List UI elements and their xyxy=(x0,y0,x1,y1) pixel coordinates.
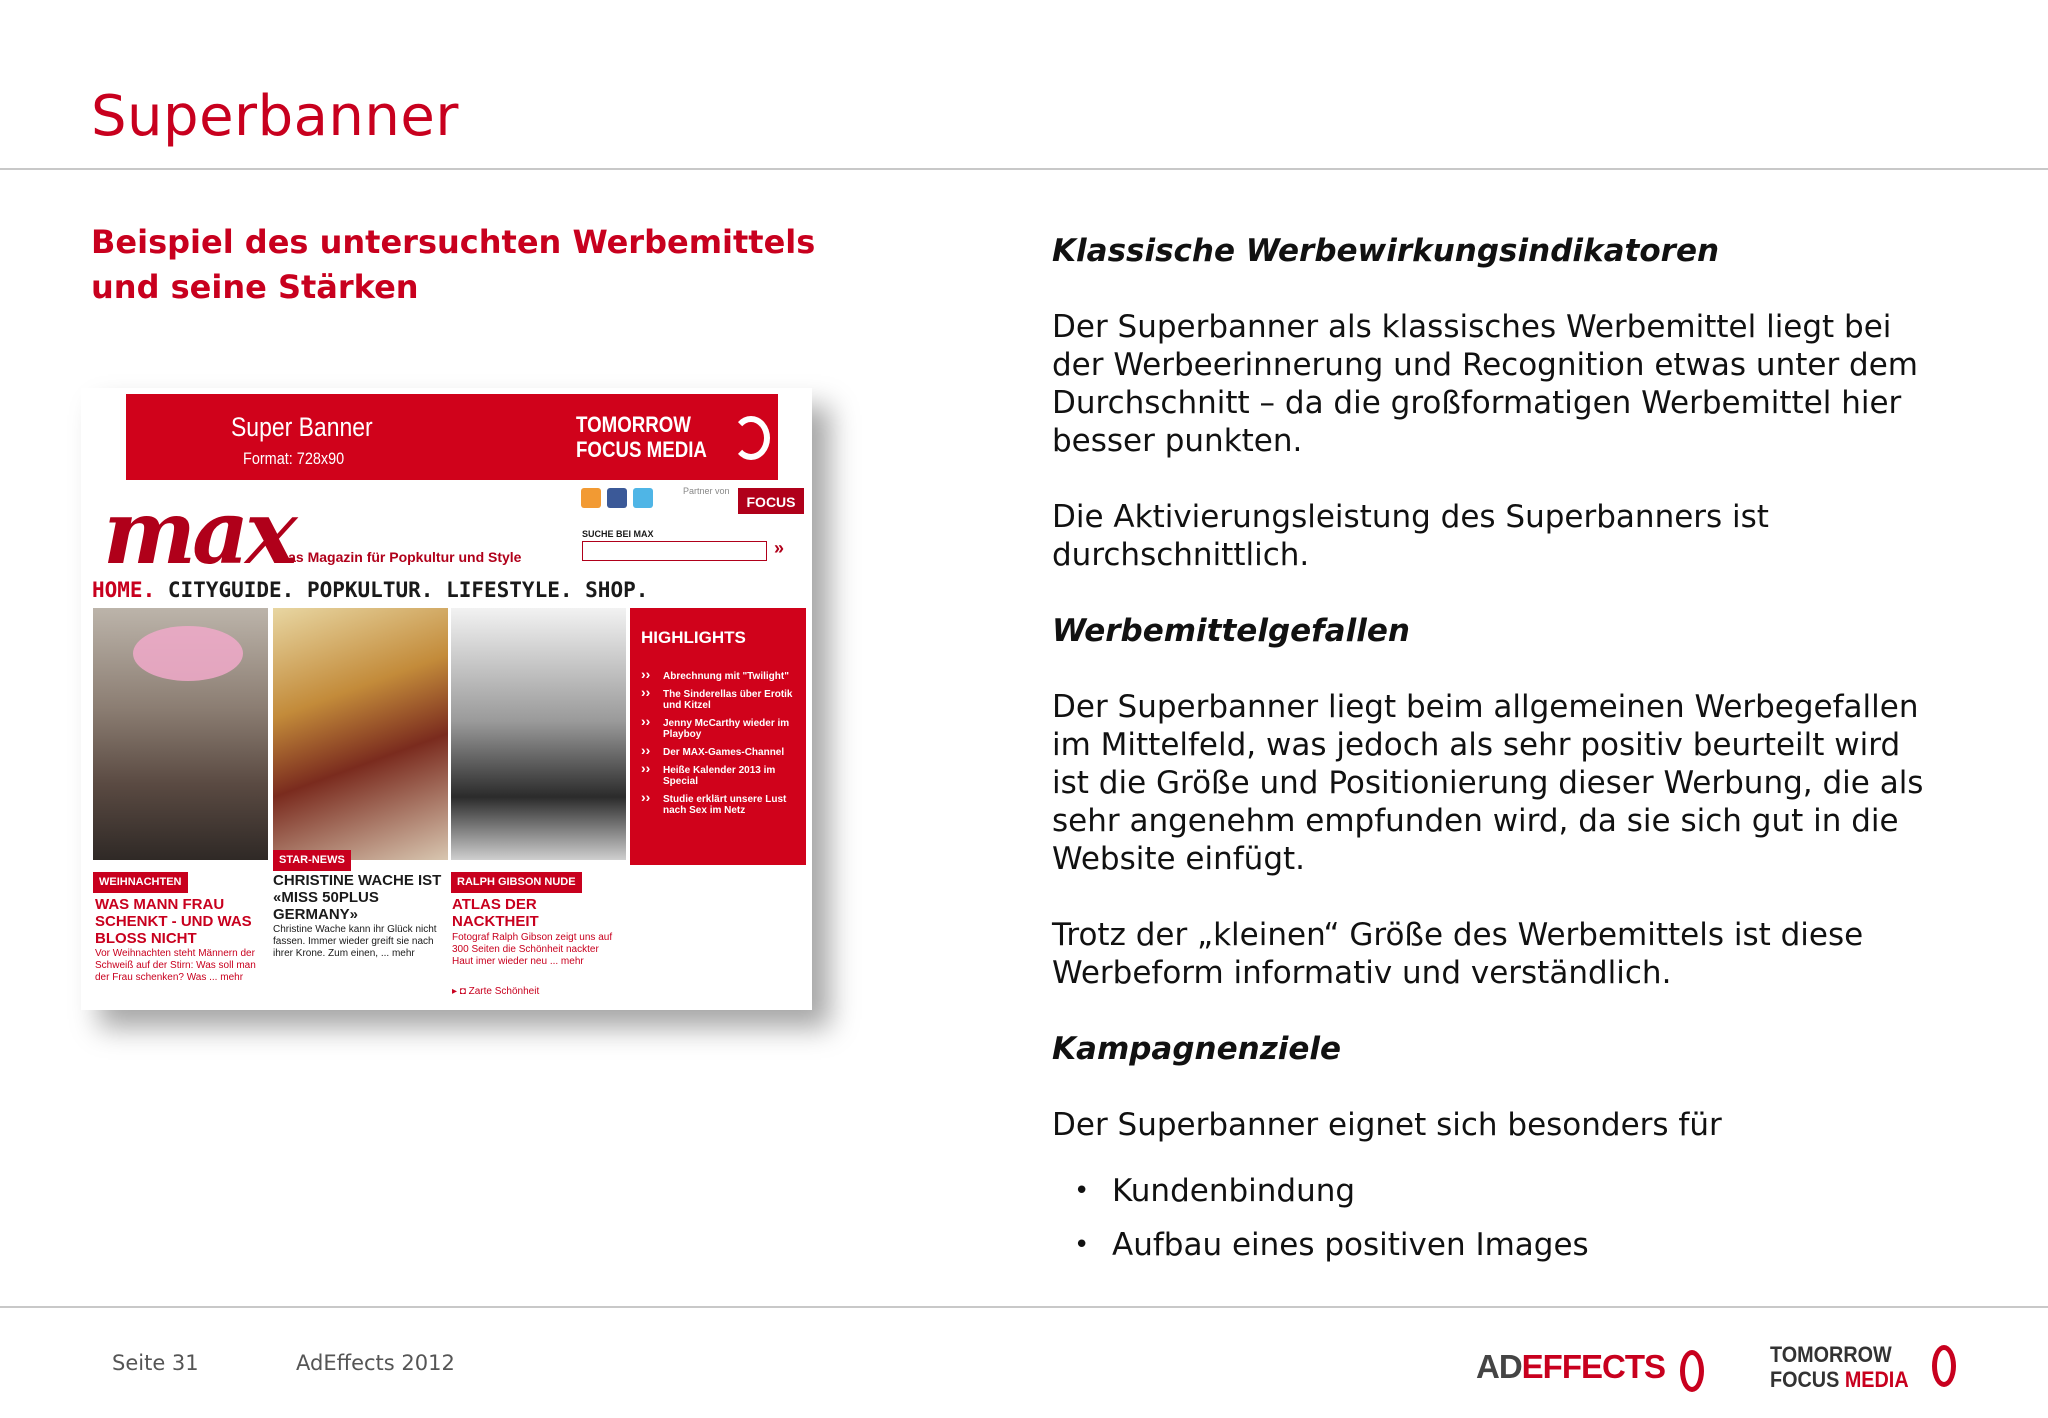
bullet-list xyxy=(1052,1172,1952,1264)
banner-title: Super Banner xyxy=(231,412,373,442)
site-logo: max xyxy=(103,480,294,584)
twitter-icon xyxy=(633,488,653,508)
paragraph-line: Trotz der „kleinen“ Größe des Werbemittels ist diese xyxy=(1052,917,1864,953)
nav-shop: SHOP. xyxy=(585,578,649,602)
banner-format: Format: 728x90 xyxy=(243,449,345,468)
search-label: SUCHE BEI MAX xyxy=(582,529,654,539)
section-heading: Werbemittelgefallen xyxy=(1052,613,1410,649)
paragraph-line: Website einfügt. xyxy=(1052,841,1306,877)
tomorrow-focus-media-logo: TOMORROW FOCUS MEDIA xyxy=(1770,1342,1909,1392)
article-teaser: Vor Weihnachten steht Männern der Schweiß auf der Stirn: Was soll man der Frau schenken? Was ... mehr xyxy=(95,948,256,983)
article-headline: ATLAS DER NACKTHEIT xyxy=(452,896,539,930)
partner-badge: FOCUS xyxy=(738,488,804,514)
rss-icon xyxy=(581,488,601,508)
article-headline: CHRISTINE WACHE IST «MISS 50PLUS GERMANY» xyxy=(273,872,442,923)
article-headline: WAS MANN FRAU SCHENKT - UND WAS BLOSS NICHT xyxy=(95,896,252,947)
search-input xyxy=(582,541,767,561)
article-extra-link: ▸ ◘ Zarte Schönheit xyxy=(452,986,540,997)
paragraph-line: Der Superbanner eignet sich besonders für xyxy=(1052,1107,1722,1143)
adeffects-logo: ADEFFECTS xyxy=(1476,1348,1666,1385)
example-screenshot xyxy=(81,388,812,1010)
highlights-title: HIGHLIGHTS xyxy=(641,628,746,647)
article-photo xyxy=(93,608,268,860)
nav-cityguide: CITYGUIDE. xyxy=(167,578,295,602)
paragraph-line: durchschnittlich. xyxy=(1052,537,1310,573)
highlight-item: ›› Der MAX-Games-Channel xyxy=(641,747,803,758)
highlight-item: ›› Studie erklärt unsere Lust nach Sex im Netz xyxy=(641,794,803,816)
paragraph-line: Durchschnitt – da die großformatigen Werbemittel hier xyxy=(1052,385,1902,421)
site-nav xyxy=(92,578,648,602)
paragraph-line: sehr angenehm empfunden wird, da sie sich gut in die xyxy=(1052,803,1899,839)
highlight-item: ›› The Sinderellas über Erotik und Kitzel xyxy=(641,689,803,711)
left-subheading: Beispiel des untersuchten Werbemittels und seine Stärken xyxy=(91,223,816,306)
tfm-ring-icon xyxy=(1932,1345,1956,1387)
paragraph-line: Der Superbanner liegt beim allgemeinen Werbegefallen xyxy=(1052,689,1919,725)
superbanner-ad xyxy=(126,394,778,480)
brand-ring-icon xyxy=(732,416,770,460)
article-photo xyxy=(451,608,626,860)
article-teaser: Fotograf Ralph Gibson zeigt uns auf 300 Seiten die Schönheit nackter Haut imer wieder neu ... mehr xyxy=(452,932,613,967)
nav-home: HOME. xyxy=(92,578,156,602)
paragraph-line: ist die Größe und Positionierung dieser Werbung, die als xyxy=(1052,765,1924,801)
article-tag: RALPH GIBSON NUDE xyxy=(451,872,582,893)
footer-divider xyxy=(0,1306,2048,1308)
paragraph-line: besser punkten. xyxy=(1052,423,1303,459)
facebook-icon xyxy=(607,488,627,508)
article-photo xyxy=(273,608,448,860)
site-tagline: Das Magazin für Popkultur und Style xyxy=(278,549,522,565)
highlights-box xyxy=(630,608,806,865)
highlight-item: ›› Jenny McCarthy wieder im Playboy xyxy=(641,718,803,740)
paragraph-line: Die Aktivierungsleistung des Superbanners ist xyxy=(1052,499,1769,535)
adeffects-ring-icon xyxy=(1680,1350,1704,1392)
highlight-item: ›› Heiße Kalender 2013 im Special xyxy=(641,765,803,787)
list-item: • Aufbau eines positiven Images xyxy=(1074,1227,1589,1263)
paragraph-line: der Werbeerinnerung und Recognition etwas unter dem xyxy=(1052,347,1919,383)
paragraph-line: Werbeform informativ und verständlich. xyxy=(1052,955,1672,991)
bullet-icon: • xyxy=(1074,1176,1090,1206)
page-number: Seite 31 xyxy=(112,1351,199,1375)
paragraph-line: im Mittelfeld, was jedoch als sehr positiv beurteilt wird xyxy=(1052,727,1901,763)
nav-lifestyle: LIFESTYLE. xyxy=(446,578,573,602)
nav-popkultur: POPKULTUR. xyxy=(306,578,434,602)
right-column xyxy=(1052,232,1952,1280)
paragraph-line: Der Superbanner als klassisches Werbemittel liegt bei xyxy=(1052,309,1892,345)
footer-text: AdEffects 2012 xyxy=(296,1351,455,1375)
article-tag: STAR-NEWS xyxy=(273,850,351,871)
section-heading: Kampagnenziele xyxy=(1052,1031,1342,1067)
header-divider xyxy=(0,168,2048,170)
list-item: • Kundenbindung xyxy=(1074,1173,1356,1209)
section-heading: Klassische Werbewirkungsindikatoren xyxy=(1052,233,1720,269)
slide-title: Superbanner xyxy=(91,84,459,149)
partner-label: Partner von xyxy=(683,486,730,496)
bullet-icon: • xyxy=(1074,1230,1090,1260)
article-teaser: Christine Wache kann ihr Glück nicht fassen. Immer wieder greift sie nach ihrer Krone. Zum einen, ... mehr xyxy=(273,924,437,959)
article-tag: WEIHNACHTEN xyxy=(93,872,188,893)
banner-brand: TOMORROW FOCUS MEDIA xyxy=(576,412,707,462)
highlight-item: ›› Abrechnung mit "Twilight" xyxy=(641,671,803,682)
search-go-icon: » xyxy=(774,538,785,558)
